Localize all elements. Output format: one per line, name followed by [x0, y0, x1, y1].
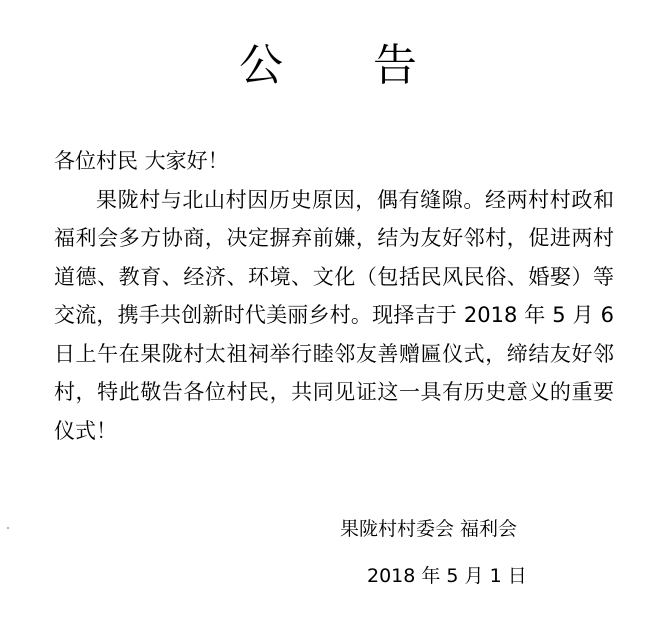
signature-line: 果陇村村委会 福利会 — [340, 518, 518, 540]
notice-paragraph: 果陇村与北山村因历史原因，偶有缝隙。经两村村政和福利会多方协商，决定摒弃前嫌，结为友好邻村，促进两村道德、教育、经济、环境、文化（包括民风民俗、婚娶）等交流，携手共创新时代美丽乡村。现择吉于 2018 年 5 月 6 日上午在果陇村太祖祠举行睦邻友善赠匾仪式，缔结友好邻村，特此敬告各位村民，共同见证这一具有历史意义的重要仪式！ — [54, 187, 614, 443]
title-char-2: 告 — [373, 40, 417, 91]
notice-date: 2018 年 5 月 1 日 — [367, 565, 527, 587]
notice-title — [0, 38, 656, 94]
title-char-1: 公 — [239, 40, 283, 91]
scan-speck — [7, 527, 9, 529]
notice-body — [54, 142, 614, 450]
greeting-line: 各位村民 大家好！ — [54, 149, 229, 173]
